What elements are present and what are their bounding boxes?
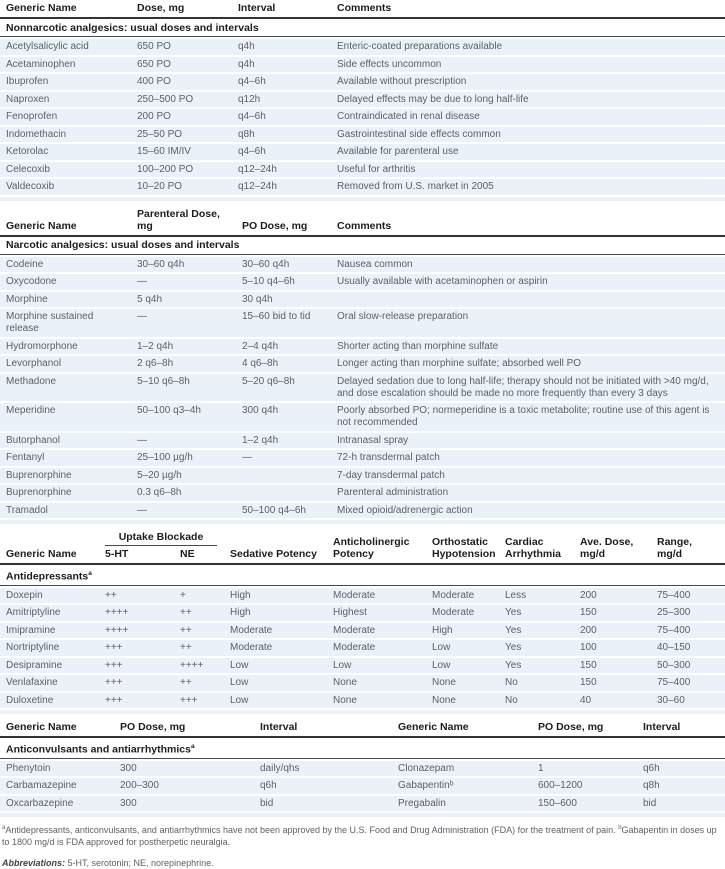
table-cell: Buprenorphine <box>6 469 72 481</box>
table-cell: +++ <box>180 694 198 706</box>
table-row <box>0 257 725 273</box>
table-cell: q4–6h <box>238 146 266 157</box>
table-cell: 10–20 PO <box>137 181 183 192</box>
table-cell: Oral slow-release preparation <box>337 311 469 322</box>
column-header-po-dose: PO Dose, mg <box>120 721 186 733</box>
table-cell: 150 <box>580 677 597 688</box>
narcotic-header-row <box>0 206 725 237</box>
table-cell: Moderate <box>230 642 273 653</box>
abbreviations-text: 5-HT, serotonin; NE, norepinephrine. <box>65 858 214 868</box>
table-row <box>0 374 725 402</box>
table-cell: 15–60 IM/IV <box>137 146 191 157</box>
table-cell: q12–24h <box>238 163 277 175</box>
column-header-range: Range, mg/d <box>657 536 693 560</box>
table-cell: Contraindicated in renal disease <box>337 111 480 122</box>
table-cell: Duloxetine <box>6 694 54 706</box>
table-cell: Yes <box>505 607 522 618</box>
table-cell: Removed from U.S. market in 2005 <box>337 181 494 192</box>
table-cell: 650 PO <box>137 58 171 70</box>
table-row <box>0 309 725 337</box>
column-header-generic-name: Generic Name <box>6 219 77 232</box>
table-cell: Tramadol <box>6 504 48 516</box>
table-cell: +++ <box>105 659 123 671</box>
table-cell: — <box>242 452 252 463</box>
table-cell: Methadone <box>6 375 57 387</box>
table-row <box>0 356 725 372</box>
table-cell: Low <box>432 659 451 671</box>
table-cell: Nausea common <box>337 258 413 270</box>
table-cell: ++ <box>180 677 192 688</box>
column-header-sedative-potency: Sedative Potency <box>230 548 317 560</box>
table-cell: q4h <box>238 58 255 70</box>
table-cell: No <box>505 677 518 688</box>
column-header-parenteral-dose: Parenteral Dose, mg <box>137 207 220 232</box>
section-header-nonnarcotic <box>0 19 725 37</box>
table-cell: 200 <box>580 624 597 636</box>
table-cell: 25–300 <box>657 607 691 618</box>
table-cell: None <box>333 694 357 706</box>
table-cell: 200 <box>580 589 597 601</box>
table-cell: bid <box>260 797 274 809</box>
table-cell: 5–20 q6–8h <box>242 375 295 387</box>
table-cell: Codeine <box>6 258 44 270</box>
table-cell: Oxycodone <box>6 276 57 287</box>
table-cell: 50–300 <box>657 659 691 671</box>
table-cell: 7-day transdermal patch <box>337 469 445 481</box>
table-cell: 75–400 <box>657 589 691 601</box>
table-cell: q6h <box>260 780 277 791</box>
narcotic-analgesics-table <box>0 206 725 525</box>
narcotic-body <box>0 257 725 519</box>
table-row <box>0 503 725 519</box>
table-cell: 2–4 q4h <box>242 340 279 352</box>
table-cell: 150–600 <box>538 797 577 809</box>
table-cell: ++ <box>105 589 117 601</box>
table-cell: ++ <box>180 642 192 653</box>
footnote-marker: a <box>190 742 195 750</box>
table-cell: Low <box>230 659 249 671</box>
table-cell: Parenteral administration <box>337 487 449 498</box>
table-cell: Fentanyl <box>6 452 45 463</box>
table-cell: Gabapentinᵇ <box>398 780 454 791</box>
section-title: Anticonvulsants and antiarrhythmics <box>6 743 191 755</box>
table-cell: Mixed opioid/adrenergic action <box>337 504 473 516</box>
table-end-strip <box>0 520 725 524</box>
column-header-orthostatic-hypotension: Orthostatic Hypotension <box>432 536 496 560</box>
uptake-blockade-group-header <box>105 531 230 560</box>
table-cell: 15–60 bid to tid <box>242 311 311 322</box>
table-cell: Clonazepam <box>398 762 455 774</box>
column-header-po-dose: PO Dose, mg <box>242 219 308 232</box>
table-cell: Valdecoxib <box>6 181 55 192</box>
table-cell: q4h <box>238 41 255 52</box>
column-header-generic-name: Generic Name <box>6 721 77 733</box>
column-header-po-dose-2: PO Dose, mg <box>538 721 604 733</box>
table-cell: Moderate <box>230 624 273 636</box>
table-cell: 5–20 µg/h <box>137 469 182 481</box>
table-cell: q8h <box>238 128 255 140</box>
column-header-interval-2: Interval <box>643 721 681 733</box>
table-cell: 40–150 <box>657 642 691 653</box>
table-cell: Less <box>505 589 527 601</box>
table-row <box>0 144 725 160</box>
table-cell: 250–500 PO <box>137 93 194 105</box>
table-row <box>0 179 725 195</box>
table-cell: Longer acting than morphine sulfate; absorbed well PO <box>337 358 582 369</box>
table-cell: 100 <box>580 642 597 653</box>
table-cell: ++ <box>180 624 192 636</box>
table-end-strip <box>0 710 725 714</box>
table-cell: None <box>432 677 456 688</box>
table-cell: Amitriptyline <box>6 607 61 618</box>
table-cell: Side effects uncommon <box>337 58 442 70</box>
table-row <box>0 693 725 709</box>
table-cell: Delayed effects may be due to long half-life <box>337 93 529 105</box>
table-cell: Delayed sedation due to long half-life; therapy should not be initiated with >40 mg/d, and dose escalation should be made no more frequently than every 3 days <box>337 375 709 399</box>
table-cell: Celecoxib <box>6 163 50 175</box>
table-row <box>0 605 725 621</box>
table-cell: ++++ <box>105 607 129 618</box>
table-cell: — <box>137 434 147 446</box>
table-cell: 0.3 q6–8h <box>137 487 182 498</box>
column-header-generic-name: Generic Name <box>6 548 77 560</box>
footnote-a-text: Antidepressants, anticonvulsants, and antiarrhythmics have not been approved by the U.S. Food and Drug Administration (FDA) for the treatment of pain. <box>5 825 619 835</box>
table-end-strip <box>0 197 725 201</box>
table-cell: Desipramine <box>6 659 63 671</box>
table-row <box>0 403 725 431</box>
table-cell: 75–400 <box>657 677 691 688</box>
table-cell: Gastrointestinal side effects common <box>337 128 501 140</box>
section-title: Narcotic analgesics: usual doses and intervals <box>6 239 240 251</box>
table-row <box>0 640 725 656</box>
table-row <box>0 623 725 639</box>
table-cell: 25–100 µg/h <box>137 452 193 463</box>
table-cell: Phenytoin <box>6 762 51 774</box>
table-row <box>0 761 725 777</box>
table-cell: Low <box>333 659 352 671</box>
table-cell: Enteric-coated preparations available <box>337 41 503 52</box>
group-subcolumns <box>105 548 230 560</box>
table-cell: 300 <box>120 762 137 774</box>
table-cell: 5–10 q4–6h <box>242 276 295 287</box>
table-cell: 150 <box>580 659 597 671</box>
table-cell: + <box>180 589 186 601</box>
table-row <box>0 485 725 501</box>
column-header-ave-dose: Ave. Dose, mg/d <box>580 536 634 560</box>
table-cell: q12h <box>238 93 261 105</box>
table-cell: Butorphanol <box>6 434 60 446</box>
table-cell: — <box>137 504 147 516</box>
table-cell: 600–1200 <box>538 780 583 791</box>
anticonvulsants-body <box>0 761 725 812</box>
table-cell: Levorphanol <box>6 358 62 369</box>
table-cell: Oxcarbazepine <box>6 797 74 809</box>
antidepressants-body <box>0 588 725 709</box>
group-header-label: Uptake Blockade <box>105 531 217 546</box>
table-cell: 650 PO <box>137 41 171 52</box>
table-cell: Moderate <box>432 607 475 618</box>
table-cell: daily/qhs <box>260 762 300 774</box>
table-cell: Ketorolac <box>6 146 49 157</box>
table-cell: 300 <box>120 797 137 809</box>
table-cell: ++ <box>180 607 192 618</box>
table-end-strip <box>0 813 725 817</box>
table-cell: q8h <box>643 780 660 791</box>
section-header-narcotic <box>0 237 725 255</box>
table-row <box>0 658 725 674</box>
anticonvulsants-table <box>0 719 725 817</box>
section-header-anticonvulsants <box>0 738 725 759</box>
table-cell: Acetaminophen <box>6 58 76 70</box>
table-cell: 200 PO <box>137 111 171 122</box>
column-header-generic-name: Generic Name <box>6 2 77 14</box>
table-cell: Fenoprofen <box>6 111 58 122</box>
table-cell: q12–24h <box>238 181 277 192</box>
table-cell: Venlafaxine <box>6 677 58 688</box>
table-cell: q6h <box>643 762 660 774</box>
table-cell: 400 PO <box>137 76 171 87</box>
section-title: Nonnarcotic analgesics: usual doses and intervals <box>6 21 259 34</box>
table-cell: 25–50 PO <box>137 128 183 140</box>
table-cell: Low <box>230 694 249 706</box>
table-cell: Low <box>230 677 249 688</box>
table-cell: Carbamazepine <box>6 780 77 791</box>
table-cell: 1–2 q4h <box>137 340 174 352</box>
table-cell: 72-h transdermal patch <box>337 452 440 463</box>
table-cell: Indomethacin <box>6 128 67 140</box>
table-cell: High <box>230 589 251 601</box>
table-cell: Yes <box>505 624 522 636</box>
table-cell: Ibuprofen <box>6 76 49 87</box>
table-cell: Moderate <box>333 642 376 653</box>
table-cell: 1 <box>538 762 544 774</box>
footnotes <box>0 823 725 848</box>
table-cell: 100–200 PO <box>137 163 194 175</box>
table-row <box>0 162 725 178</box>
table-cell: 300 q4h <box>242 405 279 416</box>
table-row <box>0 57 725 73</box>
column-header-comments: Comments <box>337 219 392 232</box>
table-cell: Acetylsalicylic acid <box>6 41 89 52</box>
table-cell: Imipramine <box>6 624 56 636</box>
table-cell: Doxepin <box>6 589 43 601</box>
table-cell: 40 <box>580 694 592 706</box>
table-row <box>0 274 725 290</box>
table-row <box>0 675 725 691</box>
column-header-comments: Comments <box>337 2 392 14</box>
table-cell: 50–100 q4–6h <box>242 504 306 516</box>
table-row <box>0 292 725 308</box>
table-cell: Morphine sustained release <box>6 311 94 334</box>
column-header-anticholinergic-potency: Anticholinergic Potency <box>333 536 410 560</box>
table-cell: Low <box>432 642 451 653</box>
column-header-interval: Interval <box>238 2 276 14</box>
table-row <box>0 588 725 604</box>
footnote-b-text: Gabapentin in doses up to 1800 mg/d is FDA approved for postherpetic neuralgia. <box>2 825 717 847</box>
table-cell: 1–2 q4h <box>242 434 279 446</box>
table-cell: +++ <box>105 642 123 653</box>
table-cell: High <box>432 624 453 636</box>
table-cell: Yes <box>505 642 522 653</box>
table-cell: Hydromorphone <box>6 340 78 352</box>
table-cell: 5 q4h <box>137 293 163 305</box>
table-cell: Meperidine <box>6 405 56 416</box>
footnote-b-marker: b <box>618 825 622 831</box>
antidepressants-table <box>0 529 725 714</box>
table-row <box>0 450 725 466</box>
table-cell: Shorter acting than morphine sulfate <box>337 340 499 352</box>
table-cell: Naproxen <box>6 93 50 105</box>
table-cell: Moderate <box>333 589 376 601</box>
table-cell: q4–6h <box>238 76 266 87</box>
table-cell: 2 q6–8h <box>137 358 174 369</box>
table-cell: q4–6h <box>238 111 266 122</box>
table-cell: 75–400 <box>657 624 691 636</box>
nonnarcotic-body <box>0 39 725 195</box>
table-cell: Highest <box>333 607 367 618</box>
table-cell: 50–100 q3–4h <box>137 405 201 416</box>
table-cell: Buprenorphine <box>6 487 72 498</box>
table-cell: High <box>230 607 251 618</box>
table-row <box>0 433 725 449</box>
abbreviations-line <box>0 858 725 869</box>
table-cell: 200–300 <box>120 780 159 791</box>
section-title: Antidepressants <box>6 570 89 582</box>
column-header-5ht: 5-HT <box>105 548 129 560</box>
table-cell: None <box>432 694 456 706</box>
table-row <box>0 468 725 484</box>
footnote-a-marker: a <box>2 825 6 831</box>
table-cell: 30 q4h <box>242 293 273 305</box>
table-cell: bid <box>643 797 657 809</box>
table-row <box>0 92 725 108</box>
nonnarcotic-analgesics-table <box>0 0 725 201</box>
table-row <box>0 74 725 90</box>
table-cell: ++++ <box>180 659 204 671</box>
table-row <box>0 127 725 143</box>
footnote-marker: a <box>88 569 92 577</box>
table-row <box>0 339 725 355</box>
table-cell: Usually available with acetaminophen or aspirin <box>337 276 548 287</box>
table-cell: — <box>137 276 147 287</box>
table-cell: Nortriptyline <box>6 642 60 653</box>
table-cell: 30–60 <box>657 694 685 706</box>
table-cell: 30–60 q4h <box>242 258 290 270</box>
table-cell: 4 q6–8h <box>242 358 279 369</box>
table-cell: +++ <box>105 677 123 688</box>
column-header-generic-name-2: Generic Name <box>398 721 469 733</box>
table-cell: 150 <box>580 607 597 618</box>
table-cell: Yes <box>505 659 522 671</box>
section-header-antidepressants <box>0 565 725 586</box>
table-cell: None <box>333 677 357 688</box>
table-row <box>0 778 725 794</box>
nonnarcotic-header-row <box>0 0 725 19</box>
table-cell: ++++ <box>105 624 129 636</box>
column-header-dose: Dose, mg <box>137 2 185 14</box>
table-cell: 5–10 q6–8h <box>137 375 190 387</box>
table-cell: — <box>137 311 147 322</box>
table-cell: Moderate <box>333 624 376 636</box>
table-cell: +++ <box>105 694 123 706</box>
table-cell: No <box>505 694 518 706</box>
table-row <box>0 796 725 812</box>
column-header-ne: NE <box>180 548 195 560</box>
antidepressants-header-row <box>0 529 725 565</box>
table-cell: Pregabalin <box>398 797 446 809</box>
table-cell: Moderate <box>432 589 475 601</box>
table-cell: 30–60 q4h <box>137 258 185 270</box>
table-cell: Available without prescription <box>337 76 467 87</box>
table-cell: Useful for arthritis <box>337 163 416 175</box>
table-row <box>0 39 725 55</box>
column-header-interval: Interval <box>260 721 298 733</box>
table-cell: Poorly absorbed PO; normeperidine is a toxic metabolite; routine use of this agent is not recommended <box>337 405 710 428</box>
column-header-cardiac-arrhythmia: Cardiac Arrhythmia <box>505 536 562 560</box>
table-cell: Intranasal spray <box>337 434 409 446</box>
table-cell: Morphine <box>6 293 48 305</box>
table-row <box>0 109 725 125</box>
abbreviations-label: Abbreviations: <box>2 858 66 868</box>
anticonvulsants-header-row <box>0 719 725 738</box>
table-cell: Available for parenteral use <box>337 146 459 157</box>
